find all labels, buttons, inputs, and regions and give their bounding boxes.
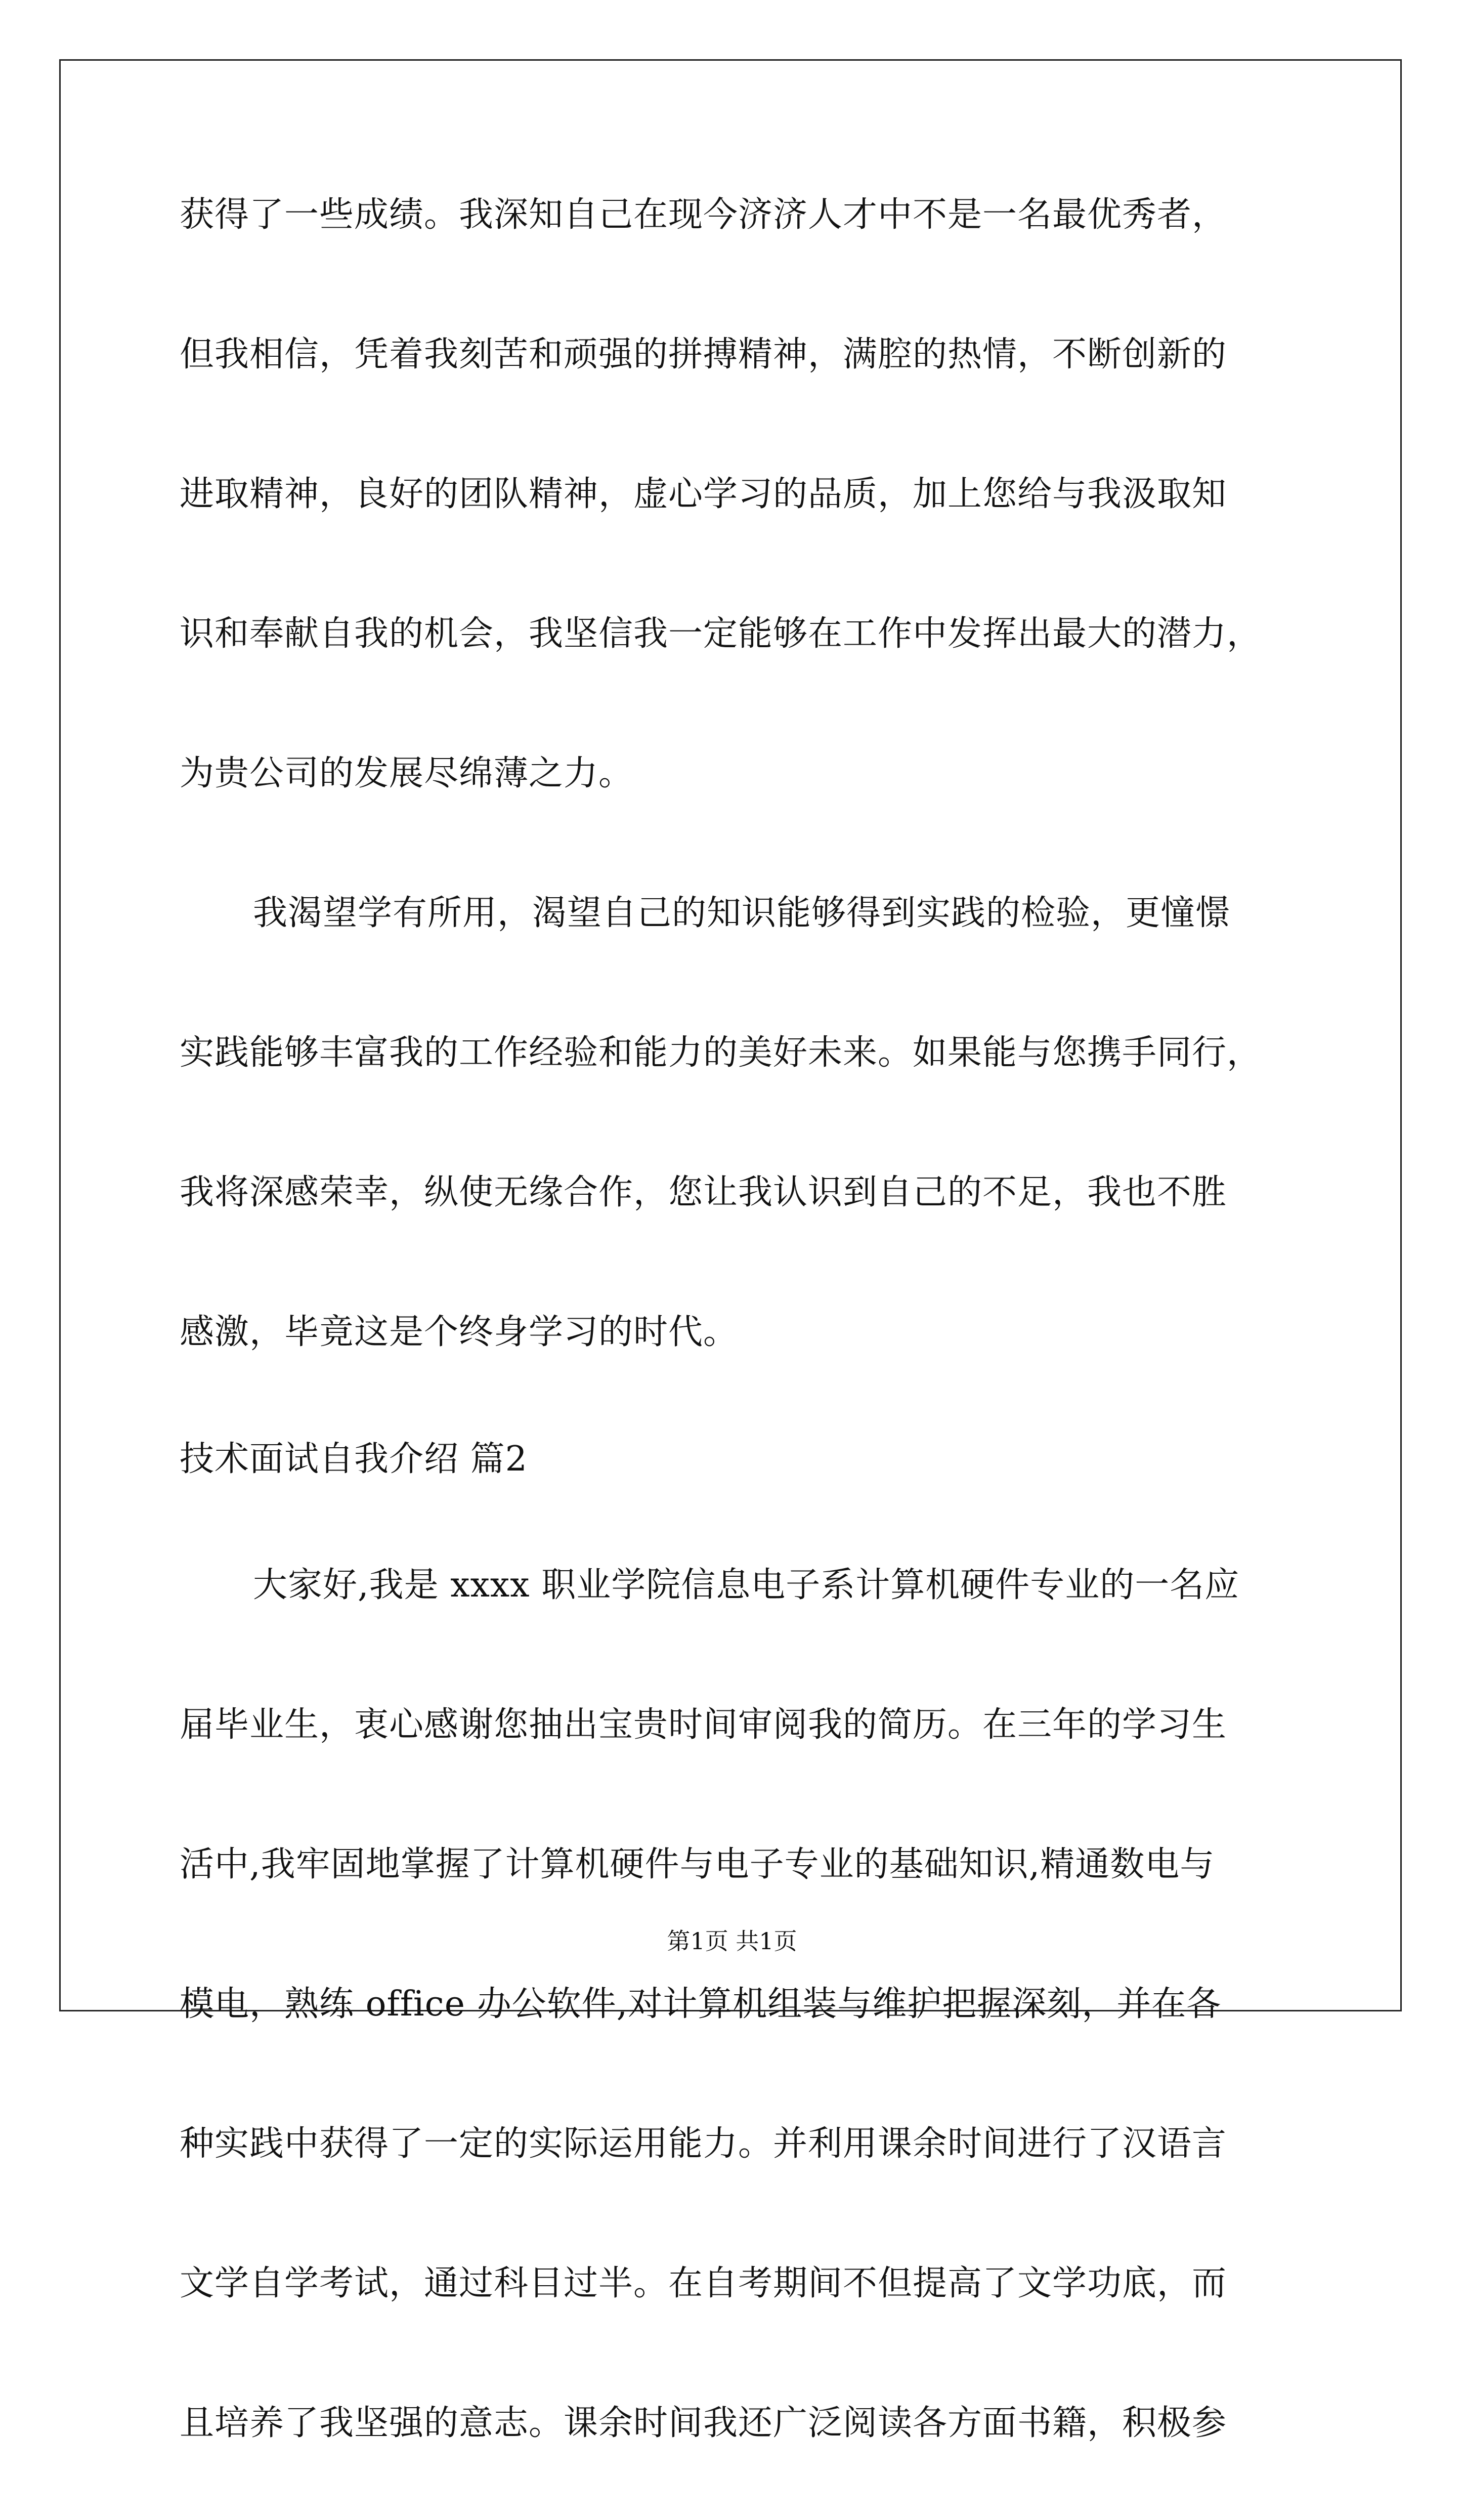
text-line: 获得了一些成绩。我深知自己在现今济济人才中不是一名最优秀者， bbox=[180, 195, 1227, 235]
text-line: 种实践中获得了一定的实际运用能力。并利用课余时间进行了汉语言 bbox=[180, 2124, 1227, 2164]
section-heading: 技术面试自我介绍 篇2 bbox=[180, 1439, 528, 1479]
text-line: 我渴望学有所用，渴望自己的知识能够得到实践的检验，更憧憬 bbox=[253, 893, 1231, 933]
text-line: 届毕业生，衷心感谢您抽出宝贵时间审阅我的简历。在三年的学习生 bbox=[180, 1705, 1227, 1745]
text-line: 且培养了我坚强的意志。课余时间我还广泛阅读各方面书籍，积极参 bbox=[180, 2403, 1227, 2443]
text-line: 但我相信，凭着我刻苦和顽强的拼搏精神，满腔的热情，不断创新的 bbox=[180, 334, 1227, 374]
text-line: 进取精神，良好的团队精神，虚心学习的品质，加上您给与我汲取知 bbox=[180, 474, 1227, 514]
text-line: 实践能够丰富我的工作经验和能力的美好未来。如果能与您携手同行， bbox=[180, 1033, 1262, 1073]
text-line: 感激，毕竟这是个终身学习的时代。 bbox=[180, 1312, 739, 1352]
text-line: 活中,我牢固地掌握了计算机硬件与电子专业的基础知识,精通数电与 bbox=[180, 1844, 1215, 1884]
text-line: 文学自学考试，通过科目过半。在自考期间不但提高了文学功底，而 bbox=[180, 2263, 1227, 2303]
text-line: 大家好,我是 xxxx 职业学院信息电子系计算机硬件专业的一名应 bbox=[253, 1565, 1240, 1605]
text-line: 模电，熟练 office 办公软件,对计算机组装与维护把握深刻，并在各 bbox=[180, 1984, 1222, 2024]
text-line: 我将深感荣幸，纵使无缘合作，您让我认识到自己的不足，我也不胜 bbox=[180, 1172, 1227, 1212]
text-line: 为贵公司的发展尽绵薄之力。 bbox=[180, 753, 634, 793]
text-line: 识和奉献自我的机会，我坚信我一定能够在工作中发挥出最大的潜力， bbox=[180, 614, 1262, 654]
document-body bbox=[180, 172, 1318, 2520]
page-footer: 第1页 共1页 bbox=[667, 1927, 797, 1955]
